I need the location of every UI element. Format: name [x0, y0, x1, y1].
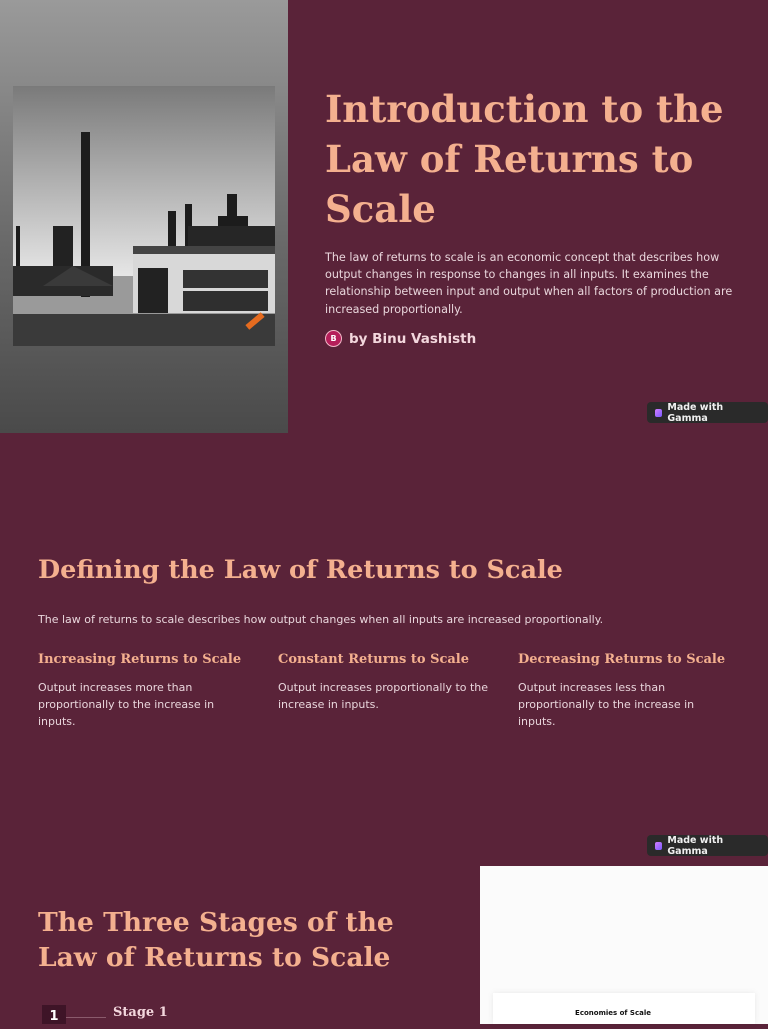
column-heading: Constant Returns to Scale [278, 652, 470, 667]
badge-label: Made with Gamma [667, 834, 724, 857]
column-heading: Decreasing Returns to Scale [518, 652, 726, 667]
stage-connector [66, 1017, 106, 1018]
column-constant [278, 652, 493, 713]
slide1-intro: The law of returns to scale is an economic concept that describes how output changes in response to changes in all inputs. It examines the relationship between input and output when all factors of production are increased proportionally. [325, 251, 733, 316]
column-text: Output increases less than proportionally to the increase in inputs. [518, 681, 695, 728]
avatar: B [325, 330, 342, 347]
made-with-gamma-badge[interactable] [647, 835, 768, 856]
author-byline[interactable] [325, 330, 476, 347]
column-text: Output increases more than proportionally to the increase in inputs. [38, 681, 215, 728]
stage-number-badge: 1 [42, 1005, 66, 1024]
column-text: Output increases proportionally to the increase in inputs. [278, 681, 489, 711]
made-with-gamma-badge[interactable] [647, 402, 768, 423]
gamma-icon [655, 842, 662, 850]
slide2-intro: The law of returns to scale describes how output changes when all inputs are increased proportionally. [38, 613, 604, 626]
badge-label: Made with Gamma [667, 401, 724, 424]
slide2-title: Defining the Law of Returns to Scale [38, 555, 563, 585]
gamma-icon [655, 409, 662, 417]
column-heading: Increasing Returns to Scale [38, 652, 242, 667]
slide1-title: Introduction to the Law of Returns to Scale [325, 87, 724, 231]
stage-label: Stage 1 [113, 1005, 168, 1020]
factory-illustration [13, 86, 275, 346]
chart-title: Economies of Scale [575, 1009, 651, 1017]
slide3-title: The Three Stages of the Law of Returns to Scale [38, 907, 394, 973]
column-decreasing [518, 652, 726, 730]
column-increasing [38, 652, 242, 730]
author-name: by Binu Vashisth [349, 330, 477, 347]
factory-photo [13, 86, 275, 346]
